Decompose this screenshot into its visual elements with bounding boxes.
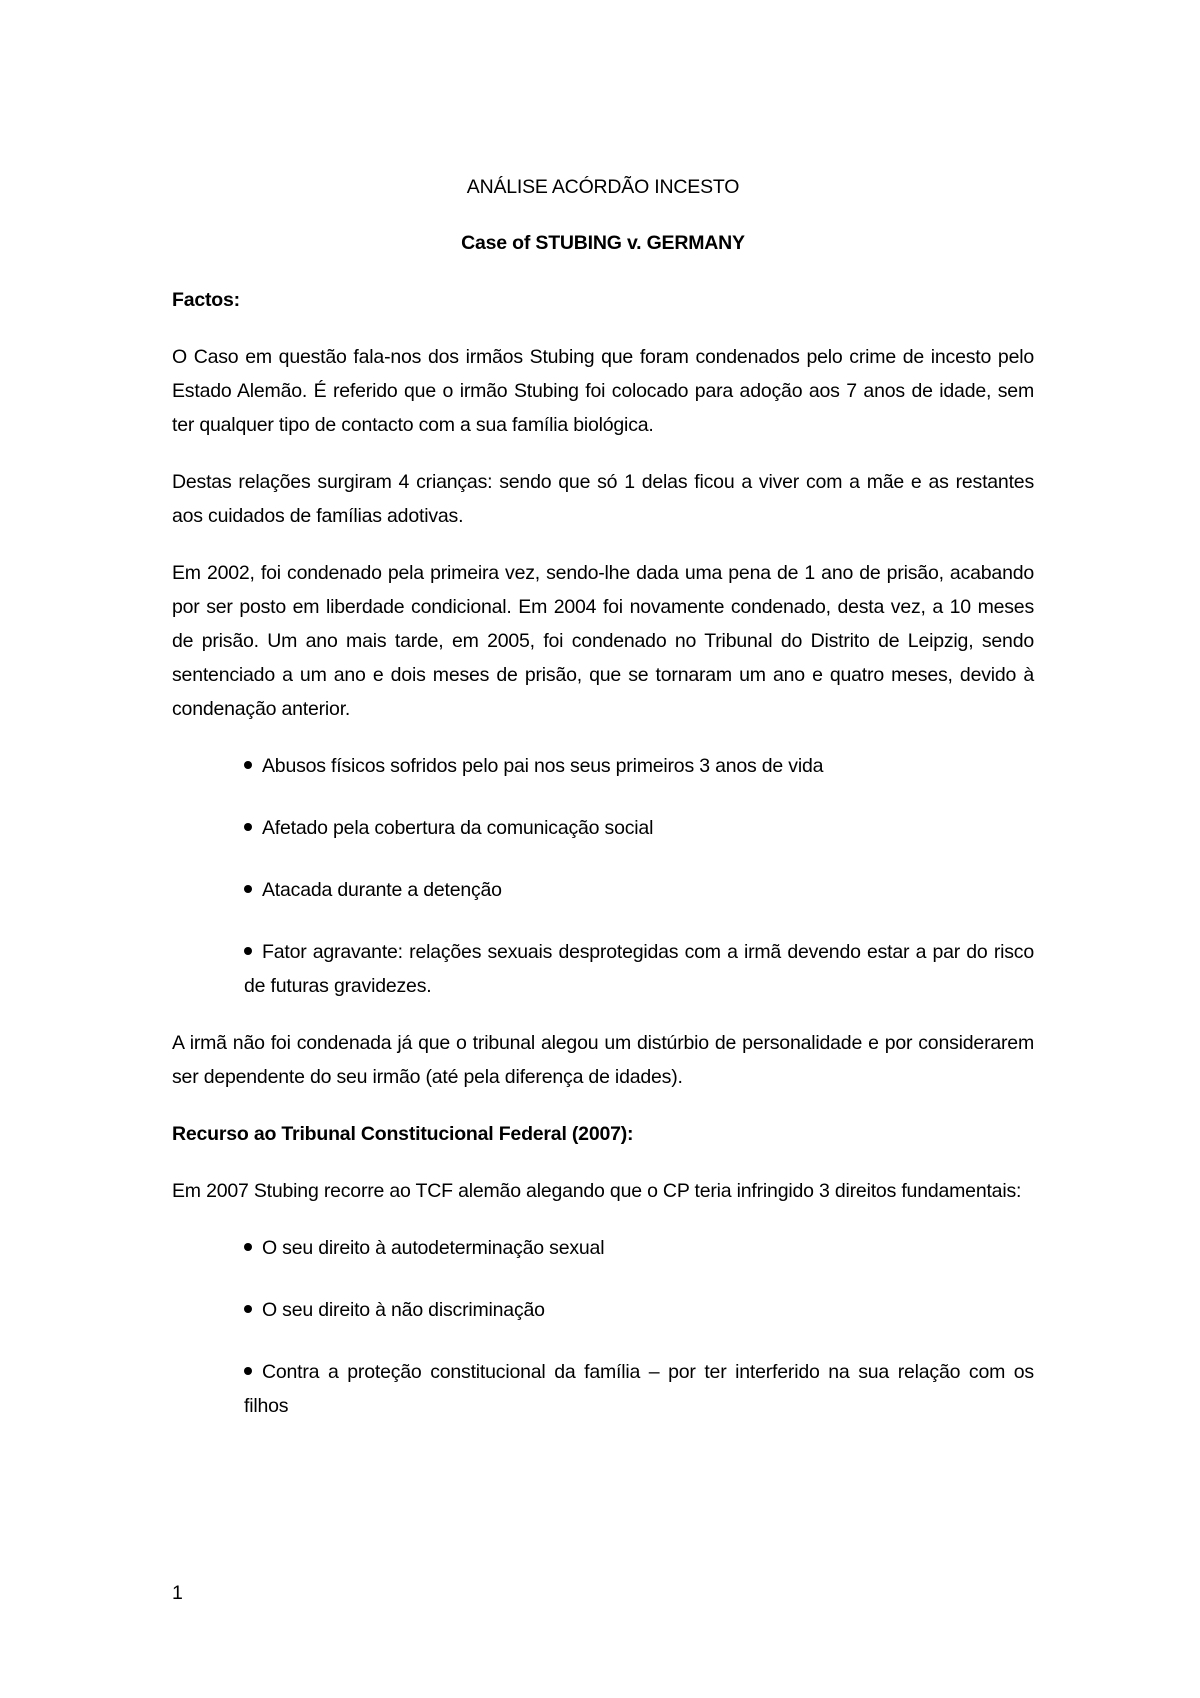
list-item	[244, 873, 1034, 907]
paragraph: Em 2007 Stubing recorre ao TCF alemão alegando que o CP teria infringido 3 direitos fundamentais:	[172, 1180, 1022, 1202]
document-body	[172, 170, 1034, 1446]
document-subtitle: Case of STUBING v. GERMANY	[461, 232, 745, 254]
bullet-icon	[244, 823, 252, 831]
list-item-text: Abusos físicos sofridos pelo pai nos seus primeiros 3 anos de vida	[262, 755, 824, 777]
appeal-heading: Recurso ao Tribunal Constitucional Federal (2007):	[172, 1123, 634, 1145]
bullet-icon	[244, 761, 252, 769]
facts-heading: Factos:	[172, 289, 240, 311]
bullet-list-rights	[172, 1231, 1034, 1423]
list-item-text: Atacada durante a detenção	[262, 879, 502, 901]
document-title: ANÁLISE ACÓRDÃO INCESTO	[466, 176, 740, 198]
list-item-text: Afetado pela cobertura da comunicação social	[262, 817, 654, 839]
bullet-list-facts	[172, 749, 1034, 1003]
paragraph: A irmã não foi condenada já que o tribunal alegou um distúrbio de personalidade e por considerarem ser dependente do seu irmão (até pela diferença de idades).	[172, 1032, 1034, 1088]
list-item-text: O seu direito à não discriminação	[262, 1299, 545, 1321]
bullet-icon	[244, 885, 252, 893]
list-item	[244, 749, 1034, 783]
list-item	[244, 935, 1034, 1003]
paragraph: Em 2002, foi condenado pela primeira vez, sendo-lhe dada uma pena de 1 ano de prisão, acabando por ser posto em liberdade condicional. Em 2004 foi novamente condenado, desta vez, a 10 meses de prisão. Um ano mais tarde, em 2005, foi condenado no Tribunal do Distrito de Leipzig, sendo sentenciado a um ano e dois meses de prisão, que se tornaram um ano e quatro meses, devido à condenação anterior.	[172, 562, 1034, 720]
bullet-icon	[244, 1243, 252, 1251]
bullet-icon	[244, 1367, 252, 1375]
list-item-text: Fator agravante: relações sexuais desprotegidas com a irmã devendo estar a par do risco de futuras gravidezes.	[244, 941, 1034, 997]
list-item	[244, 1355, 1034, 1423]
list-item	[244, 1293, 1034, 1327]
list-item-text: Contra a proteção constitucional da família – por ter interferido na sua relação com os filhos	[244, 1361, 1034, 1417]
bullet-icon	[244, 947, 252, 955]
list-item	[244, 1231, 1034, 1265]
paragraph: Destas relações surgiram 4 crianças: sendo que só 1 delas ficou a viver com a mãe e as restantes aos cuidados de famílias adotivas.	[172, 471, 1034, 527]
page-number: 1	[172, 1582, 183, 1604]
list-item-text: O seu direito à autodeterminação sexual	[262, 1237, 605, 1259]
list-item	[244, 811, 1034, 845]
bullet-icon	[244, 1305, 252, 1313]
paragraph: O Caso em questão fala-nos dos irmãos Stubing que foram condenados pelo crime de incesto pelo Estado Alemão. É referido que o irmão Stubing foi colocado para adoção aos 7 anos de idade, sem ter qualquer tipo de contacto com a sua família biológica.	[172, 346, 1034, 436]
